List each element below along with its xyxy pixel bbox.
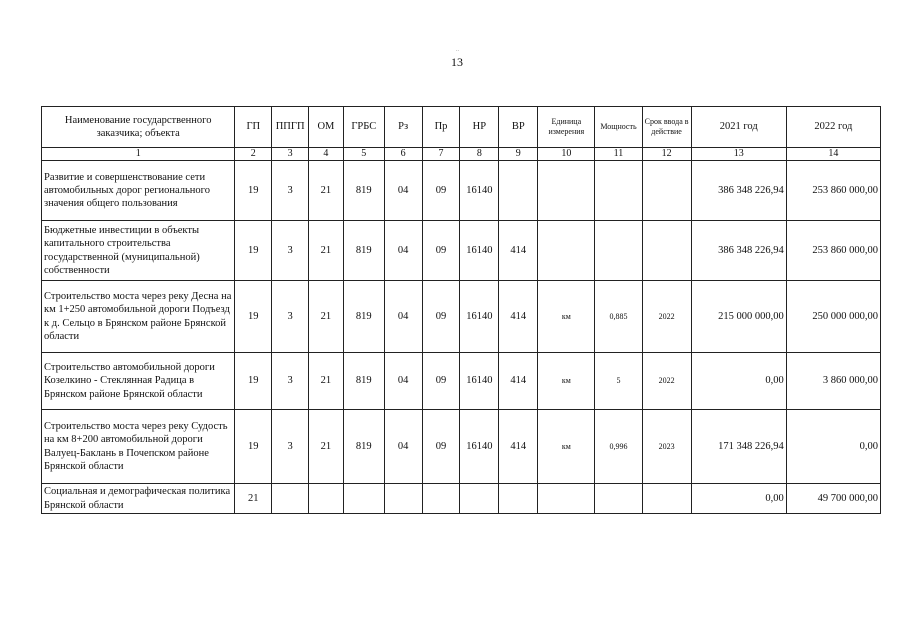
object-name: Строительство моста через реку Судость на км 8+200 автомобильной дороги Валуец-Баклань в Почепском районе Брянской области: [42, 410, 235, 484]
table-row: [42, 221, 881, 281]
nr-cell: [460, 484, 499, 514]
unit-cell: км: [538, 353, 595, 410]
gp-cell: 19: [235, 410, 272, 484]
nr-cell: 16140: [460, 221, 499, 281]
object-name: Бюджетные инвестиции в объекты капитального строительства государственной (муниципальной) собственности: [42, 221, 235, 281]
unit-cell: км: [538, 410, 595, 484]
unit-cell: км: [538, 281, 595, 353]
column-number: 11: [595, 148, 642, 161]
table-row: [42, 161, 881, 221]
amount-2022-cell: 3 860 000,00: [786, 353, 880, 410]
amount-2021-cell: 386 348 226,94: [691, 161, 786, 221]
term-cell: [642, 161, 691, 221]
capacity-cell: 5: [595, 353, 642, 410]
column-header-name: Наименование государственного заказчика; объекта: [42, 107, 235, 148]
column-number: 2: [235, 148, 272, 161]
rz-cell: 04: [384, 161, 422, 221]
rz-cell: 04: [384, 281, 422, 353]
amount-2022-cell: 253 860 000,00: [786, 221, 880, 281]
om-cell: 21: [309, 281, 344, 353]
capacity-cell: 0,996: [595, 410, 642, 484]
vr-cell: 414: [499, 353, 538, 410]
term-cell: [642, 484, 691, 514]
gp-cell: 19: [235, 161, 272, 221]
column-number: 13: [691, 148, 786, 161]
column-number: 7: [422, 148, 460, 161]
ppgp-cell: 3: [272, 161, 309, 221]
nr-cell: 16140: [460, 161, 499, 221]
object-name: Социальная и демографическая политика Брянской области: [42, 484, 235, 514]
scan-mark: ..: [456, 47, 459, 53]
amount-2022-cell: 0,00: [786, 410, 880, 484]
header-row: [42, 107, 881, 148]
vr-cell: 414: [499, 221, 538, 281]
ppgp-cell: 3: [272, 353, 309, 410]
page-number: 13: [451, 55, 463, 69]
table-row: [42, 353, 881, 410]
capacity-cell: 0,885: [595, 281, 642, 353]
unit-cell: [538, 484, 595, 514]
pr-cell: 09: [422, 281, 460, 353]
unit-cell: [538, 221, 595, 281]
vr-cell: 414: [499, 281, 538, 353]
vr-cell: [499, 484, 538, 514]
om-cell: 21: [309, 161, 344, 221]
column-header-gp: ГП: [235, 107, 272, 148]
object-name: Строительство моста через реку Десна на км 1+250 автомобильной дороги Подъезд к д. Сельцо в Брянском районе Брянской области: [42, 281, 235, 353]
column-header-capacity: Мощность: [595, 107, 642, 148]
amount-2021-cell: 0,00: [691, 353, 786, 410]
column-header-term: Срок ввода в действие: [642, 107, 691, 148]
column-header-rz: Рз: [384, 107, 422, 148]
column-number: 3: [272, 148, 309, 161]
rz-cell: 04: [384, 410, 422, 484]
unit-cell: [538, 161, 595, 221]
gp-cell: 19: [235, 353, 272, 410]
grbs-cell: 819: [343, 410, 384, 484]
capacity-cell: [595, 484, 642, 514]
om-cell: 21: [309, 410, 344, 484]
gp-cell: 19: [235, 221, 272, 281]
term-cell: 2022: [642, 353, 691, 410]
ppgp-cell: [272, 484, 309, 514]
column-header-2021: 2021 год: [691, 107, 786, 148]
om-cell: 21: [309, 221, 344, 281]
grbs-cell: 819: [343, 281, 384, 353]
column-number-row: [42, 148, 881, 161]
rz-cell: 04: [384, 221, 422, 281]
column-header-grbs: ГРБС: [343, 107, 384, 148]
column-number: 14: [786, 148, 880, 161]
nr-cell: 16140: [460, 353, 499, 410]
capacity-cell: [595, 161, 642, 221]
vr-cell: 414: [499, 410, 538, 484]
amount-2022-cell: 253 860 000,00: [786, 161, 880, 221]
table-row: [42, 410, 881, 484]
term-cell: 2022: [642, 281, 691, 353]
table-row: [42, 281, 881, 353]
pr-cell: [422, 484, 460, 514]
column-header-ppgp: ППГП: [272, 107, 309, 148]
column-header-om: ОМ: [309, 107, 344, 148]
gp-cell: 21: [235, 484, 272, 514]
amount-2021-cell: 386 348 226,94: [691, 221, 786, 281]
ppgp-cell: 3: [272, 221, 309, 281]
nr-cell: 16140: [460, 410, 499, 484]
amount-2022-cell: 250 000 000,00: [786, 281, 880, 353]
grbs-cell: 819: [343, 353, 384, 410]
om-cell: [309, 484, 344, 514]
amount-2022-cell: 49 700 000,00: [786, 484, 880, 514]
object-name: Развитие и совершенствование сети автомобильных дорог регионального значения общего пользования: [42, 161, 235, 221]
amount-2021-cell: 215 000 000,00: [691, 281, 786, 353]
column-header-nr: НР: [460, 107, 499, 148]
column-number: 8: [460, 148, 499, 161]
pr-cell: 09: [422, 353, 460, 410]
column-number: 4: [309, 148, 344, 161]
om-cell: 21: [309, 353, 344, 410]
budget-table: [41, 106, 881, 514]
column-number: 5: [343, 148, 384, 161]
gp-cell: 19: [235, 281, 272, 353]
amount-2021-cell: 171 348 226,94: [691, 410, 786, 484]
column-header-vr: ВР: [499, 107, 538, 148]
pr-cell: 09: [422, 410, 460, 484]
table-row: [42, 484, 881, 514]
amount-2021-cell: 0,00: [691, 484, 786, 514]
term-cell: [642, 221, 691, 281]
nr-cell: 16140: [460, 281, 499, 353]
ppgp-cell: 3: [272, 410, 309, 484]
column-header-pr: Пр: [422, 107, 460, 148]
column-header-2022: 2022 год: [786, 107, 880, 148]
rz-cell: 04: [384, 353, 422, 410]
column-number: 6: [384, 148, 422, 161]
object-name: Строительство автомобильной дороги Козелкино - Стеклянная Радица в Брянском районе Брянской области: [42, 353, 235, 410]
column-number: 12: [642, 148, 691, 161]
rz-cell: [384, 484, 422, 514]
pr-cell: 09: [422, 161, 460, 221]
grbs-cell: 819: [343, 161, 384, 221]
grbs-cell: 819: [343, 221, 384, 281]
pr-cell: 09: [422, 221, 460, 281]
ppgp-cell: 3: [272, 281, 309, 353]
column-header-unit: Единица измерения: [538, 107, 595, 148]
column-number: 9: [499, 148, 538, 161]
term-cell: 2023: [642, 410, 691, 484]
capacity-cell: [595, 221, 642, 281]
column-number: 1: [42, 148, 235, 161]
grbs-cell: [343, 484, 384, 514]
column-number: 10: [538, 148, 595, 161]
vr-cell: [499, 161, 538, 221]
